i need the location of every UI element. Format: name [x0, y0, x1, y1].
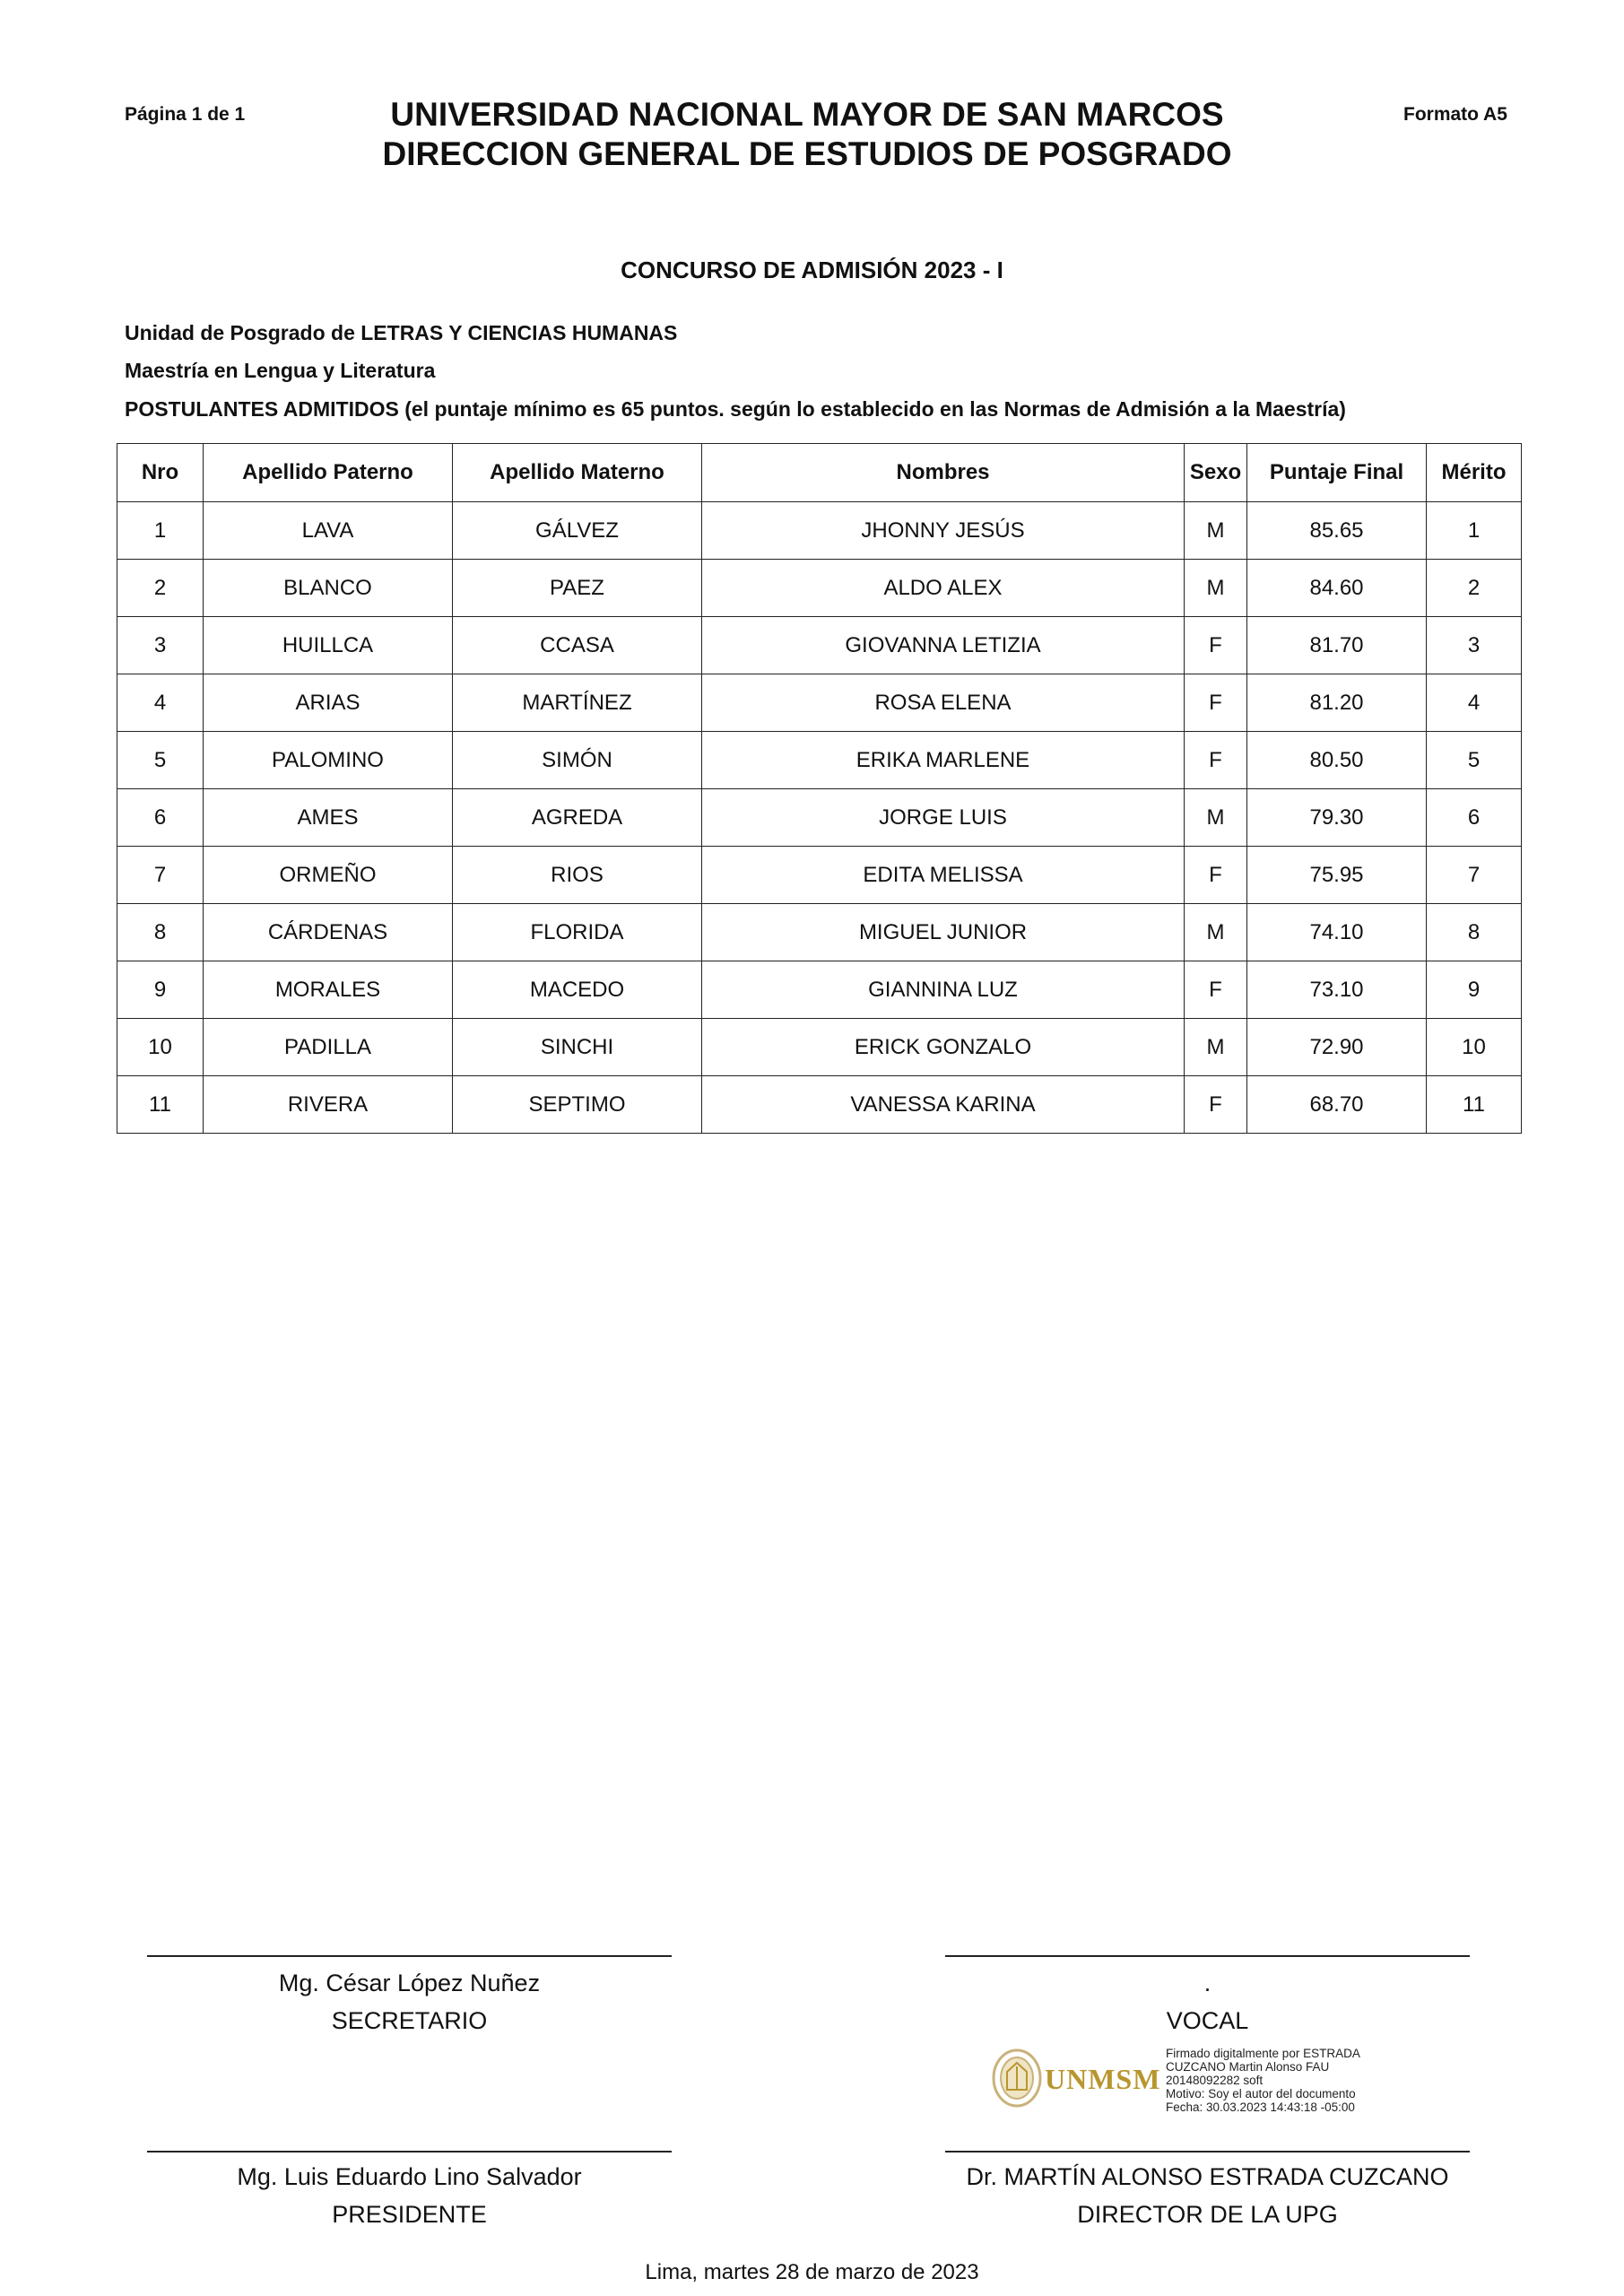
cell-nro: 5 — [117, 732, 204, 789]
cell-sexo: M — [1185, 502, 1247, 560]
signature-line-vocal — [945, 1955, 1470, 1957]
column-header-apellido-paterno: Apellido Paterno — [204, 444, 453, 502]
cell-merito: 4 — [1427, 674, 1522, 732]
unit-line: Unidad de Posgrado de LETRAS Y CIENCIAS HUMANAS — [125, 321, 678, 344]
cell-nombres: ERIKA MARLENE — [702, 732, 1185, 789]
digital-signature-line: Motivo: Soy el autor del documento — [1166, 2087, 1356, 2100]
cell-merito: 1 — [1427, 502, 1522, 560]
cell-puntaje-final: 73.10 — [1247, 961, 1427, 1019]
cell-apellido-paterno: BLANCO — [204, 560, 453, 617]
cell-apellido-paterno: LAVA — [204, 502, 453, 560]
unmsm-logo-text: UNMSM — [1045, 2063, 1161, 2095]
director-role: DIRECTOR DE LA UPG — [1077, 2201, 1338, 2228]
table-row — [117, 560, 1522, 617]
contest-title: CONCURSO DE ADMISIÓN 2023 - I — [621, 257, 1003, 283]
cell-nombres: JHONNY JESÚS — [702, 502, 1185, 560]
table-row — [117, 961, 1522, 1019]
signature-line-president — [147, 2151, 672, 2152]
table-row — [117, 1019, 1522, 1076]
cell-sexo: F — [1185, 961, 1247, 1019]
cell-apellido-materno: SINCHI — [453, 1019, 702, 1076]
cell-puntaje-final: 79.30 — [1247, 789, 1427, 847]
cell-merito: 5 — [1427, 732, 1522, 789]
cell-nro: 10 — [117, 1019, 204, 1076]
cell-sexo: F — [1185, 1076, 1247, 1134]
cell-nombres: GIANNINA LUZ — [702, 961, 1185, 1019]
cell-nombres: JORGE LUIS — [702, 789, 1185, 847]
cell-apellido-materno: SEPTIMO — [453, 1076, 702, 1134]
cell-sexo: M — [1185, 789, 1247, 847]
digital-signature-info — [1166, 2047, 1360, 2114]
cell-sexo: F — [1185, 847, 1247, 904]
cell-apellido-paterno: CÁRDENAS — [204, 904, 453, 961]
cell-apellido-materno: AGREDA — [453, 789, 702, 847]
cell-puntaje-final: 80.50 — [1247, 732, 1427, 789]
cell-merito: 11 — [1427, 1076, 1522, 1134]
cell-apellido-materno: RIOS — [453, 847, 702, 904]
digital-signature-line: CUZCANO Martin Alonso FAU — [1166, 2060, 1330, 2074]
vocal-role: VOCAL — [1166, 2007, 1249, 2034]
table-row — [117, 789, 1522, 847]
cell-merito: 9 — [1427, 961, 1522, 1019]
cell-puntaje-final: 74.10 — [1247, 904, 1427, 961]
cell-nro: 11 — [117, 1076, 204, 1134]
cell-merito: 7 — [1427, 847, 1522, 904]
page-number: Página 1 de 1 — [125, 104, 246, 125]
cell-apellido-materno: GÁLVEZ — [453, 502, 702, 560]
table-row — [117, 674, 1522, 732]
admitted-line: POSTULANTES ADMITIDOS (el puntaje mínimo es 65 puntos. según lo establecido en las Normas de Admisión a la Maestría) — [125, 397, 1346, 421]
university-title: UNIVERSIDAD NACIONAL MAYOR DE SAN MARCOS — [390, 96, 1224, 133]
digital-signature-line: Firmado digitalmente por ESTRADA — [1166, 2047, 1360, 2060]
cell-nro: 6 — [117, 789, 204, 847]
cell-nombres: ERICK GONZALO — [702, 1019, 1185, 1076]
cell-nombres: GIOVANNA LETIZIA — [702, 617, 1185, 674]
cell-puntaje-final: 68.70 — [1247, 1076, 1427, 1134]
cell-puntaje-final: 84.60 — [1247, 560, 1427, 617]
cell-apellido-materno: MACEDO — [453, 961, 702, 1019]
table-row — [117, 904, 1522, 961]
cell-apellido-paterno: RIVERA — [204, 1076, 453, 1134]
cell-puntaje-final: 81.20 — [1247, 674, 1427, 732]
cell-nro: 7 — [117, 847, 204, 904]
president-role: PRESIDENTE — [332, 2201, 487, 2228]
cell-puntaje-final: 72.90 — [1247, 1019, 1427, 1076]
cell-sexo: M — [1185, 1019, 1247, 1076]
direction-title: DIRECCION GENERAL DE ESTUDIOS DE POSGRADO — [382, 135, 1232, 172]
column-header-sexo: Sexo — [1185, 444, 1247, 502]
cell-apellido-paterno: ORMEÑO — [204, 847, 453, 904]
signature-line-secretary — [147, 1955, 672, 1957]
cell-apellido-paterno: AMES — [204, 789, 453, 847]
cell-apellido-materno: FLORIDA — [453, 904, 702, 961]
column-header-nombres: Nombres — [702, 444, 1185, 502]
cell-apellido-paterno: ARIAS — [204, 674, 453, 732]
footer-date: Lima, martes 28 de marzo de 2023 — [645, 2260, 979, 2284]
table-row — [117, 617, 1522, 674]
cell-merito: 10 — [1427, 1019, 1522, 1076]
cell-nombres: MIGUEL JUNIOR — [702, 904, 1185, 961]
cell-nombres: ROSA ELENA — [702, 674, 1185, 732]
cell-nro: 3 — [117, 617, 204, 674]
table-row — [117, 732, 1522, 789]
president-name: Mg. Luis Eduardo Lino Salvador — [237, 2163, 582, 2190]
cell-apellido-paterno: PALOMINO — [204, 732, 453, 789]
digital-signature-line: 20148092282 soft — [1166, 2074, 1264, 2087]
cell-nro: 1 — [117, 502, 204, 560]
cell-sexo: F — [1185, 732, 1247, 789]
cell-sexo: F — [1185, 617, 1247, 674]
cell-sexo: M — [1185, 904, 1247, 961]
cell-puntaje-final: 75.95 — [1247, 847, 1427, 904]
director-name: Dr. MARTÍN ALONSO ESTRADA CUZCANO — [966, 2163, 1449, 2190]
cell-nombres: VANESSA KARINA — [702, 1076, 1185, 1134]
cell-sexo: M — [1185, 560, 1247, 617]
cell-nombres: ALDO ALEX — [702, 560, 1185, 617]
program-line: Maestría en Lengua y Literatura — [125, 359, 436, 382]
cell-puntaje-final: 81.70 — [1247, 617, 1427, 674]
cell-merito: 3 — [1427, 617, 1522, 674]
column-header-merito: Mérito — [1427, 444, 1522, 502]
table-row — [117, 502, 1522, 560]
secretary-name: Mg. César López Nuñez — [278, 1970, 541, 1996]
column-header-nro: Nro — [117, 444, 204, 502]
cell-merito: 6 — [1427, 789, 1522, 847]
table-row — [117, 1076, 1522, 1134]
cell-nro: 9 — [117, 961, 204, 1019]
cell-apellido-materno: CCASA — [453, 617, 702, 674]
cell-nro: 4 — [117, 674, 204, 732]
table-header-row — [117, 444, 1522, 502]
cell-nro: 8 — [117, 904, 204, 961]
cell-sexo: F — [1185, 674, 1247, 732]
vocal-name: . — [1203, 1970, 1211, 1996]
cell-apellido-materno: SIMÓN — [453, 732, 702, 789]
admitted-table — [117, 443, 1522, 1134]
format-label: Formato A5 — [1403, 104, 1507, 125]
cell-apellido-paterno: MORALES — [204, 961, 453, 1019]
cell-apellido-paterno: PADILLA — [204, 1019, 453, 1076]
column-header-apellido-materno: Apellido Materno — [453, 444, 702, 502]
digital-signature-line: Fecha: 30.03.2023 14:43:18 -05:00 — [1166, 2100, 1355, 2114]
cell-nombres: EDITA MELISSA — [702, 847, 1185, 904]
cell-apellido-materno: MARTÍNEZ — [453, 674, 702, 732]
cell-apellido-paterno: HUILLCA — [204, 617, 453, 674]
cell-merito: 8 — [1427, 904, 1522, 961]
cell-nro: 2 — [117, 560, 204, 617]
signature-line-director — [945, 2151, 1470, 2152]
table-row — [117, 847, 1522, 904]
secretary-role: SECRETARIO — [331, 2007, 488, 2034]
cell-merito: 2 — [1427, 560, 1522, 617]
cell-apellido-materno: PAEZ — [453, 560, 702, 617]
column-header-puntaje-final: Puntaje Final — [1247, 444, 1427, 502]
cell-puntaje-final: 85.65 — [1247, 502, 1427, 560]
university-seal-icon — [989, 2045, 1045, 2111]
